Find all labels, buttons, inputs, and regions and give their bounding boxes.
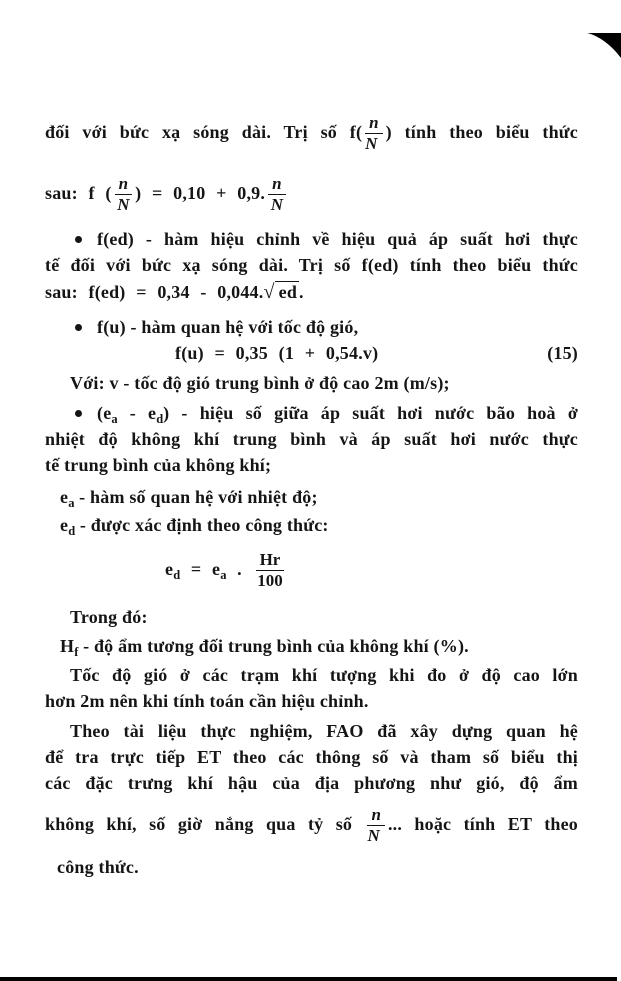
line-22 [45, 798, 578, 850]
line-04 [45, 252, 578, 278]
subscript: a [111, 412, 118, 426]
text-run: - hàm số quan hệ với nhiệt độ; [74, 487, 318, 507]
bullet-icon [75, 236, 82, 243]
subscript: a [220, 568, 227, 582]
line-12 [45, 484, 578, 510]
radical-sign-icon: √ [263, 281, 275, 303]
line-06 [45, 314, 578, 340]
text-run: . [299, 282, 304, 302]
fraction [365, 114, 382, 154]
square-root [263, 282, 299, 302]
line-01 [45, 104, 578, 160]
text-run: ... hoặc tính ET theo [387, 814, 579, 834]
text-run: tế đối với bức xạ sóng dài. Trị số f(ed) tính theo biểu thức [45, 255, 578, 275]
line-23 [45, 854, 578, 880]
text-run: công thức. [57, 857, 139, 877]
text-run: để tra trực tiếp ET theo các thông số và tham số biểu thị [45, 747, 578, 767]
fraction-denominator: N [367, 826, 380, 846]
text-run: Với: v - tốc độ gió trung bình ở độ cao 2m (m/s); [70, 373, 450, 393]
subscript: a [68, 496, 75, 510]
text-run: hơn 2m nên khi tính toán cần hiệu chỉnh. [45, 691, 369, 711]
fraction [256, 551, 285, 591]
bullet-icon [75, 324, 82, 331]
text-run: các đặc trưng khí hậu của địa phương như gió, độ ẩm [45, 773, 578, 793]
bottom-edge-rule [0, 977, 617, 981]
text-run: không khí, số giờ nắng qua tỷ số [45, 814, 365, 834]
text-run: Tốc độ gió ở các trạm khí tượng khi đo ở độ cao lớn [70, 665, 578, 685]
text-run: - được xác định theo công thức: [75, 515, 329, 535]
fraction [115, 175, 132, 215]
text-run: e [60, 515, 69, 535]
line-03 [45, 226, 578, 252]
line-11 [45, 452, 578, 478]
text-run: ) - hiệu số giữa áp suất hơi nước bão hoà ở [163, 403, 578, 423]
subscript: d [156, 412, 164, 426]
fraction-numerator: n [268, 175, 285, 195]
line-19 [45, 718, 578, 744]
line-17 [45, 662, 578, 688]
fraction-numerator: n [367, 806, 384, 826]
fraction-numerator: Hr [256, 551, 285, 571]
bullet-icon [75, 410, 82, 417]
subscript: f [74, 645, 79, 659]
text-run: - độ ẩm tương đối trung bình của không khí (%). [78, 636, 469, 656]
line-18 [45, 688, 578, 714]
radicand: ed [275, 281, 299, 302]
equation-number: (15) [547, 343, 578, 363]
text-run: e [60, 487, 69, 507]
text-run: - e [117, 403, 157, 423]
corner-fold-shape [587, 33, 621, 58]
text-run: ) tính theo biểu thức [385, 122, 578, 142]
text-run: f(u) = 0,35 (1 + 0,54.v) [175, 343, 379, 363]
text-run: sau: f(ed) = 0,34 - 0,044. [45, 282, 264, 302]
line-10 [45, 426, 578, 452]
text-run: ) = 0,10 + 0,9. [135, 183, 266, 203]
text-run: tế trung bình của không khí; [45, 455, 272, 475]
text-run: đối với bức xạ sóng dài. Trị số f( [45, 122, 363, 142]
text-run: f(u) - hàm quan hệ với tốc độ gió, [97, 317, 359, 337]
text-run: Theo tài liệu thực nghiệm, FAO đã xây dựng quan hệ [70, 721, 578, 741]
line-13 [45, 512, 578, 538]
line-14 [45, 542, 578, 596]
line-16 [45, 632, 578, 660]
text-run: Trong đó: [70, 607, 148, 627]
text-run: (e [97, 403, 112, 423]
fraction-numerator: n [115, 175, 132, 195]
page-text [45, 104, 578, 880]
fraction [367, 806, 384, 846]
line-07 [45, 340, 578, 366]
subscript: d [68, 524, 76, 538]
line-09 [45, 400, 578, 426]
fraction-numerator: n [365, 114, 382, 134]
line-21 [45, 770, 578, 796]
fraction-denominator: N [117, 195, 130, 215]
fraction-denominator: N [270, 195, 283, 215]
text-run: f(ed) - hàm hiệu chỉnh về hiệu quả áp suất hơi thực [97, 229, 578, 249]
text-run: e [165, 559, 174, 579]
line-20 [45, 744, 578, 770]
line-15 [45, 604, 578, 630]
text-run: nhiệt độ không khí trung bình và áp suất hơi nước thực [45, 429, 578, 449]
fraction-denominator: N [365, 134, 378, 154]
fraction-denominator: 100 [257, 571, 283, 591]
text-run: . [226, 559, 253, 579]
line-02 [45, 168, 578, 218]
text-run: sau: f ( [45, 183, 112, 203]
text-run: = e [180, 559, 221, 579]
text-run: H [60, 636, 75, 656]
line-08 [45, 370, 578, 396]
line-05 [45, 278, 578, 306]
subscript: d [173, 568, 181, 582]
page-corner-fold-mark [587, 33, 621, 58]
fraction [268, 175, 285, 215]
